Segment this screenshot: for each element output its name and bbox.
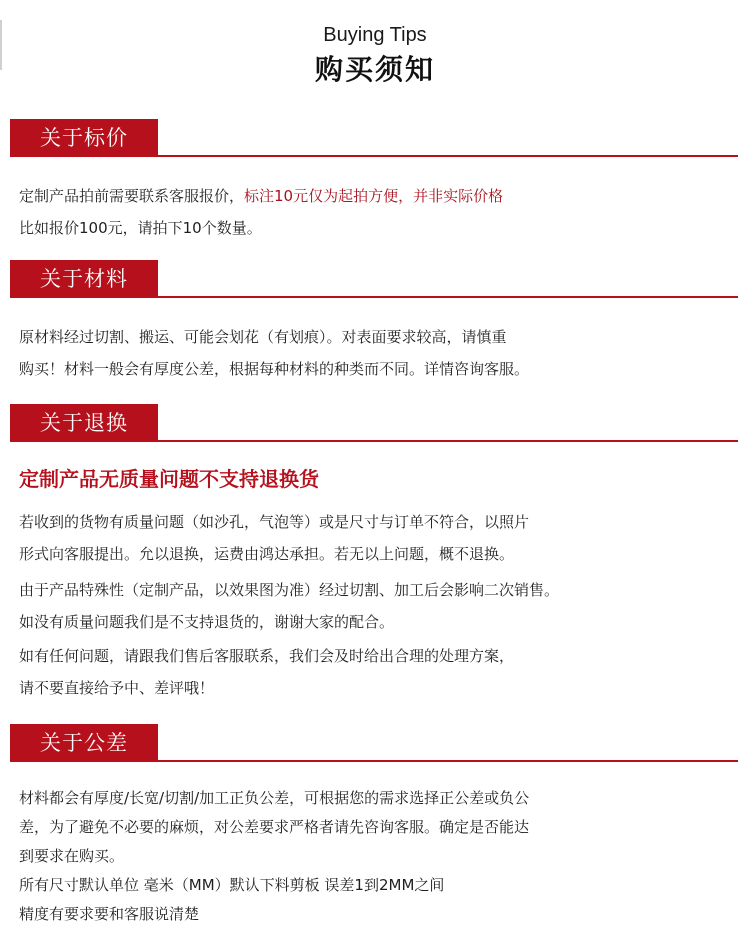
- return-line-4: 如没有质量问题我们是不支持退货的，谢谢大家的配合。: [19, 613, 395, 631]
- section-header-price: [10, 119, 738, 157]
- return-line-1: 若收到的货物有质量问题（如沙孔，气泡等）或是尺寸与订单不符合，以照片: [19, 513, 530, 531]
- price-line-1: [19, 185, 503, 207]
- tolerance-line-1: 材料都会有厚度/长宽/切割/加工正负公差，可根据您的需求选择正公差或负公: [19, 789, 530, 807]
- tolerance-line-2: 差，为了避免不必要的麻烦，对公差要求严格者请先咨询客服。确定是否能达: [19, 818, 530, 836]
- page-title-en: Buying Tips: [323, 24, 427, 46]
- material-line-1: 原材料经过切割、搬运、可能会划花（有划痕）。对表面要求较高，请慎重: [19, 328, 507, 346]
- section-title-price: 关于标价: [10, 119, 158, 157]
- section-title-tolerance: 关于公差: [10, 724, 158, 762]
- section-title-material: 关于材料: [10, 260, 158, 298]
- section-title-return: 关于退换: [10, 404, 158, 442]
- price-highlight-text: 标注10元仅为起拍方便，并非实际价格: [244, 187, 504, 205]
- material-line-2: 购买！材料一般会有厚度公差，根据每种材料的种类而不同。详情咨询客服。: [19, 360, 530, 378]
- section-header-tolerance: [10, 724, 738, 762]
- return-line-2: 形式向客服提出。允以退换，运费由鸿达承担。若无以上问题，概不退换。: [19, 545, 515, 563]
- section-header-material: [10, 260, 738, 298]
- tolerance-line-5: 精度有要求要和客服说清楚: [19, 905, 200, 923]
- tolerance-line-3: 到要求在购买。: [19, 847, 125, 865]
- return-line-5: 如有任何问题，请跟我们售后客服联系，我们会及时给出合理的处理方案，: [19, 647, 515, 665]
- return-headline: 定制产品无质量问题不支持退换货: [19, 467, 319, 491]
- price-line-2: 比如报价100元，请拍下10个数量。: [19, 219, 262, 237]
- price-line-1-text: 定制产品拍前需要联系客服报价，: [19, 187, 245, 205]
- return-line-3: 由于产品特殊性（定制产品，以效果图为准）经过切割、加工后会影响二次销售。: [19, 581, 560, 599]
- return-line-6: 请不要直接给予中、差评哦！: [19, 679, 215, 697]
- tolerance-line-4: 所有尺寸默认单位 毫米（MM）默认下料剪板 误差1到2MM之间: [19, 876, 445, 894]
- section-header-return: [10, 404, 738, 442]
- page-header: [0, 22, 750, 88]
- page-title-cn: 购买须知: [314, 53, 435, 86]
